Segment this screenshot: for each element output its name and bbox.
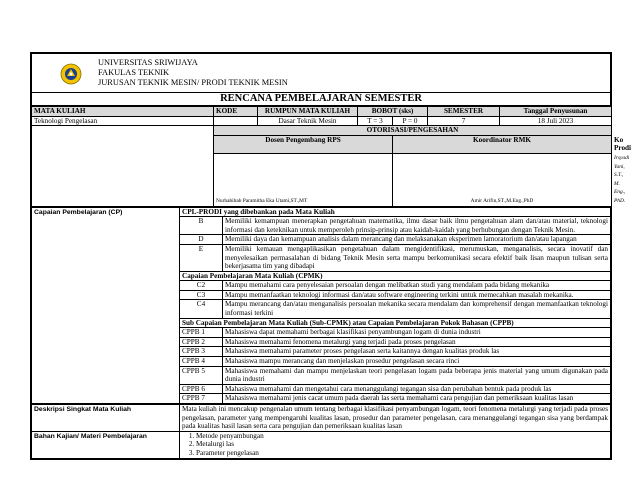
cp-label: Capaian Pembelajaran (CP): [32, 207, 180, 403]
cp-table: [31, 207, 611, 404]
university-name: UNIVERSITAS SRIWIJAYA: [98, 58, 198, 67]
signature-koordinator: Amir Arifin,ST.,M.Eng.,PhD: [393, 153, 612, 206]
value-semester: 7: [428, 116, 500, 126]
value-bobot-p: P = 0: [393, 116, 428, 126]
list-item: 2. Metalurgi las: [196, 440, 608, 449]
sub-cpmk-heading: Sub Capaian Pembelajaran Mata Kuliah (Sub-CPMK) atau Capaian Pembelajaran Pokok Bahasan (CPPB): [180, 318, 611, 328]
value-tanggal: 18 Juli 2023: [500, 116, 612, 126]
rps-document: [30, 52, 632, 460]
cpmk-code: C2: [180, 281, 223, 291]
cppb-code: CPPB 5: [180, 366, 223, 384]
value-rumpun: Dasar Teknik Mesin: [258, 116, 358, 126]
cppb-text: Mahasiswa memahami jenis cacat umum pada daerah las serta memahami cara pengujian dan pemeriksaan kualitas lasan: [223, 394, 611, 404]
course-info-table: MATA KULIAH KODE RUMPUN MATA KULIAH BOBOT (sks) SEMESTER Tanggal Penyusunan Teknologi Pengelasan Dasar Teknik Mesin T = 3 P = 0 7 18 Juli 2023 OTORISASI/PENGESAHAN Dosen Pengembang RPS Koordinator RMK Ko Prodi Nurhabibah Paramitha Eka Utami,ST.,MT Amir Arifin,ST.,M.Eng.,PhD Irsyadi Yani, S.T., M. Eng., PhD.: [31, 106, 612, 207]
value-mata-kuliah: Teknologi Pengelasan: [32, 116, 214, 126]
cppb-code: CPPB 1: [180, 328, 223, 338]
cpmk-code: C3: [180, 290, 223, 300]
document-title: RENCANA PEMBELAJARAN SEMESTER: [32, 93, 611, 106]
department-name: JURUSAN TEKNIK MESIN/ PRODI TEKNIK MESIN: [98, 78, 288, 87]
bahan-list-cell: [180, 431, 611, 458]
cppb-text: Mahasiswa memahami dan mengetahui cara menanggulangi tegangan sisa dan perubahan bentuk pada produk las: [223, 384, 611, 394]
deskripsi-table: [31, 404, 611, 459]
cpl-text: Memiliki kemauan mengaplikasikan pengetahuan dalam mengidentifikasi, merumuskan, menganalisis, secara inovatif dan menyelesaikan permasalahan di bidang Teknik Mesin serta mampu berkomunikasi secara efektif baik lisan maupun tulisan serta bekerjasama tim yang dibadapi: [223, 244, 611, 271]
cppb-text: Mahasiswa dapat memahami berbagai klasifikasi penyambungan logam di dunia industri: [223, 328, 611, 338]
otorisasi-spacer: [32, 126, 214, 206]
cpl-code: B: [180, 217, 223, 235]
value-bobot-t: T = 3: [358, 116, 393, 126]
cpmk-code: C4: [180, 300, 223, 318]
cpl-prodi-heading: CPL-PRODI yang dibebankan pada Mata Kuliah: [180, 207, 611, 217]
role-dosen: Dosen Pengembang RPS: [214, 135, 393, 153]
cpmk-text: Mampu memahami cara penyelesaian persoalan dengan melibatkan studi yang mendalam pada bidang mekanika: [223, 281, 611, 291]
cpmk-text: Mampu merancang dan/atau menganalisis persoalan mekanika secara mendalam dan komprehensif dengan memanfaatkan teknologi informasi terkini: [223, 300, 611, 318]
cppb-code: CPPB 4: [180, 357, 223, 367]
faculty-name: FAKULAS TEKNIK: [98, 68, 170, 77]
cpl-text: Memiliki kemampuan menerapkan pengetahuan matematika, ilmu dasar baik ilmu pengetahuan alam dan/atau material, teknologi informasi dan keteknikan untuk memperoleh prinsip-prinsip atau kaidah-kaidah yang berhubungan dengan Teknik Mesin.: [223, 217, 611, 235]
institution-block: [98, 58, 288, 88]
otorisasi-heading: OTORISASI/PENGESAHAN: [214, 126, 612, 136]
header-semester: SEMESTER: [428, 107, 500, 117]
signature-dosen: Nurhabibah Paramitha Eka Utami,ST.,MT: [214, 153, 393, 206]
cppb-code: CPPB 6: [180, 384, 223, 394]
cpmk-text: Mampu memanfaatkan teknologi informasi dan/atau software engineering terkini untuk memecahkan masalah mekanika.: [223, 290, 611, 300]
cppb-text: Mahasiswa memahami parameter proses pengelasan serta kaitannya dengan kualitas produk las: [223, 347, 611, 357]
deskripsi-text: Mata kuliah ini mencakup pengenalan umum tentang berbagai klasifikasi penyambungan logam, teori fenomena metalurgi yang terjadi pada proses pengelasan, parameter yang mempengaruhi kualitas lasan, prosedur dan parameter pengelasan, cara menanggulangi tegangan sisa yang berdampak pada kualitas hasil lasan serta cara pengujian dan pemeriksaan kualitas lasan: [180, 405, 611, 432]
cpl-code: D: [180, 235, 223, 245]
cpl-text: Memiliki daya dan kemampuan analisis dalam merancang dan melaksanakan eksperimen lamoratorium dan/atau lapangan: [223, 235, 611, 245]
header-logo-cell: [32, 54, 611, 93]
deskripsi-label: Deskripsi Singkat Mata Kuliah: [32, 405, 180, 432]
list-item: 3. Parameter pengelasan: [196, 449, 608, 458]
header-kode: KODE: [214, 107, 258, 117]
cppb-code: CPPB 7: [180, 394, 223, 404]
cppb-code: CPPB 2: [180, 337, 223, 347]
header-bobot: BOBOT (sks): [358, 107, 428, 117]
role-koordinator: Koordinator RMK: [393, 135, 612, 153]
value-kode: [214, 116, 258, 126]
header-tanggal: Tanggal Penyusunan: [500, 107, 612, 117]
header-table: [31, 53, 611, 106]
cpl-code: E: [180, 244, 223, 271]
cppb-text: Mahasiswa memahami dan mampu menjelaskan teori pengelasan logam pada beberapa jenis material yang umum digunakan pada dunia industri: [223, 366, 611, 384]
cppb-code: CPPB 3: [180, 347, 223, 357]
header-rumpun: RUMPUN MATA KULIAH: [258, 107, 358, 117]
cppb-text: Mahasiswa memahami fenomena metalurgi yang terjadi pada proses pengelasan: [223, 337, 611, 347]
cpmk-heading: Capaian Pembelajaran Mata Kuliah (CPMK): [180, 271, 611, 281]
list-item: 1. Metode penyambungan: [196, 432, 608, 441]
university-logo-icon: [60, 63, 82, 85]
bahan-label: Bahan Kajian/ Materi Pembelajaran: [32, 431, 180, 458]
bahan-list: [182, 432, 608, 458]
cppb-text: Mahasiswa mampu merancang dan menjelaskan prosedur pengelasan secara rinci: [223, 357, 611, 367]
header-mata-kuliah: MATA KULIAH: [32, 107, 214, 117]
